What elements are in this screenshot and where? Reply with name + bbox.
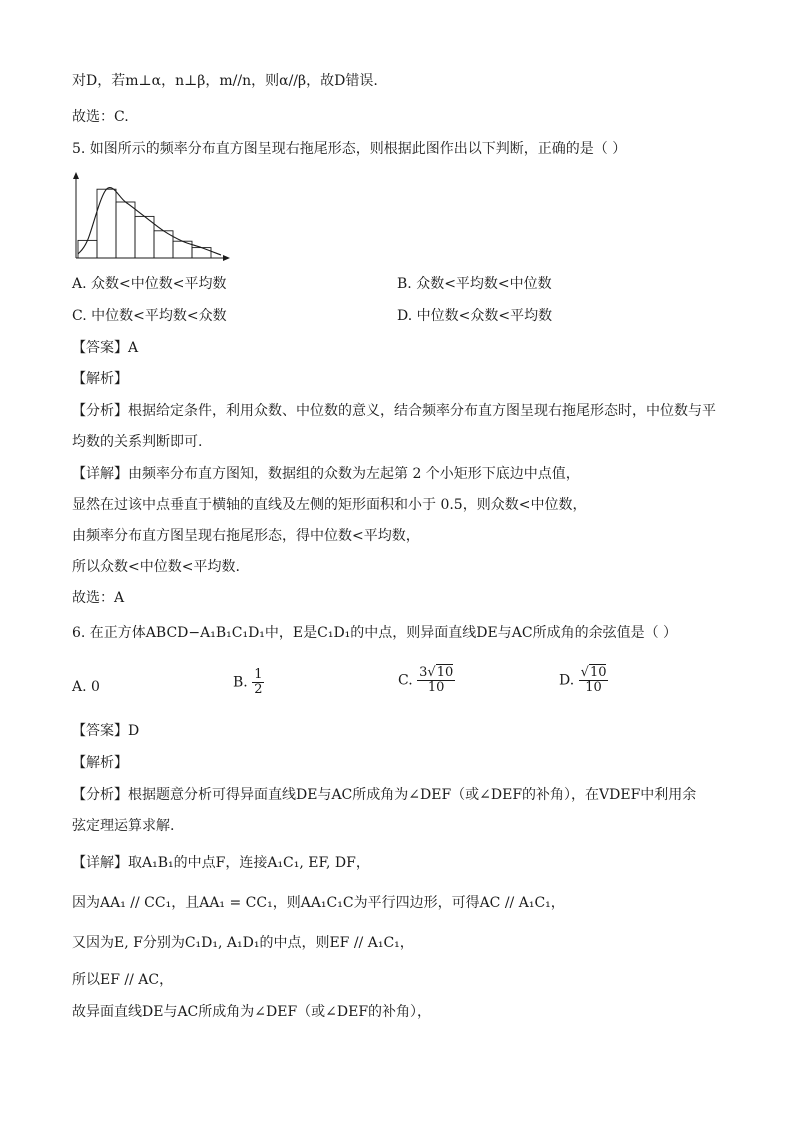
text-line: 对D，若m⊥α，n⊥β，m//n，则α//β，故D错误. [72, 73, 378, 89]
option-b: B. 众数<平均数<中位数 [397, 276, 552, 292]
detail-line: 因为AA₁ // CC₁，且AA₁ = CC₁，则AA₁C₁C为平行四边形，可得AC // A₁C₁， [72, 895, 565, 911]
analysis-line: 弦定理运算求解. [72, 818, 175, 834]
fraction-denominator: 10 [585, 680, 602, 695]
histogram-bars [78, 189, 211, 258]
analysis-heading: 【解析】 [72, 371, 128, 387]
fraction-numerator [417, 666, 455, 681]
detail-line: 由频率分布直方图呈现右拖尾形态，得中位数<平均数， [72, 528, 420, 544]
detail-line: 【详解】由频率分布直方图知，数据组的众数为左起第 2 个小矩形下底边中点值， [72, 466, 580, 482]
analysis-line: 【分析】根据题意分析可得异面直线DE与AC所成角为∠DEF（或∠DEF的补角），在VDEF中利用余 [72, 787, 697, 803]
histogram-figure [66, 170, 236, 270]
option-label: D. [559, 672, 575, 689]
option-c: C. 中位数<平均数<众数 [72, 308, 227, 324]
answer-line: 【答案】D [72, 723, 140, 739]
sqrt-icon: √ [427, 665, 436, 680]
radicand: 10 [589, 665, 607, 680]
option-a: A. 众数<中位数<平均数 [72, 276, 227, 292]
fraction-denominator: 2 [254, 682, 263, 697]
option-c [398, 666, 455, 695]
histogram-bar [78, 240, 97, 258]
coefficient: 3 [419, 665, 428, 680]
option-d [559, 666, 608, 695]
select-line: 故选：A [72, 590, 125, 606]
text-line: 故选：C. [72, 109, 129, 125]
analysis-line: 均数的关系判断即可. [72, 434, 203, 450]
analysis-heading: 【解析】 [72, 755, 128, 771]
histogram-bar [192, 248, 211, 258]
analysis-line: 【分析】根据给定条件，利用众数、中位数的意义，结合频率分布直方图呈现右拖尾形态时，中位数与平 [72, 403, 716, 419]
option-b [233, 668, 264, 697]
option-d: D. 中位数<众数<平均数 [397, 308, 553, 324]
radicand: 10 [436, 665, 454, 680]
y-axis-arrow [73, 172, 79, 179]
question-5-stem: 5. 如图所示的频率分布直方图呈现右拖尾形态，则根据此图作出以下判断，正确的是（ ） [72, 141, 627, 157]
fraction [417, 666, 455, 695]
detail-line: 又因为E, F分别为C₁D₁, A₁D₁的中点，则EF // A₁C₁， [72, 935, 414, 951]
option-a: A. 0 [72, 679, 100, 695]
detail-line: 所以EF // AC， [72, 972, 174, 988]
histogram-curve [78, 188, 221, 255]
detail-line: 所以众数<中位数<平均数. [72, 559, 240, 575]
fraction-numerator [579, 666, 609, 681]
fraction-denominator: 10 [427, 680, 445, 695]
option-label: C. [398, 672, 413, 689]
answer-line: 【答案】A [72, 340, 139, 356]
histogram-bar [116, 202, 135, 258]
detail-line: 故异面直线DE与AC所成角为∠DEF（或∠DEF的补角）， [72, 1004, 432, 1020]
fraction-numerator: 1 [254, 667, 263, 682]
option-label: B. [233, 674, 248, 691]
fraction [579, 666, 609, 695]
detail-line: 显然在过该中点垂直于横轴的直线及左侧的矩形面积和小于 0.5，则众数<中位数， [72, 497, 587, 513]
question-6-stem: 6. 在正方体ABCD−A₁B₁C₁D₁中，E是C₁D₁的中点，则异面直线DE与AC所成角的余弦值是（ ） [72, 625, 678, 641]
x-axis-arrow [223, 255, 230, 261]
histogram-bar [135, 216, 154, 258]
sqrt-icon: √ [580, 665, 589, 680]
fraction [252, 668, 264, 697]
histogram-bar [97, 189, 116, 258]
detail-line: 【详解】取A₁B₁的中点F，连接A₁C₁, EF, DF， [72, 855, 370, 871]
